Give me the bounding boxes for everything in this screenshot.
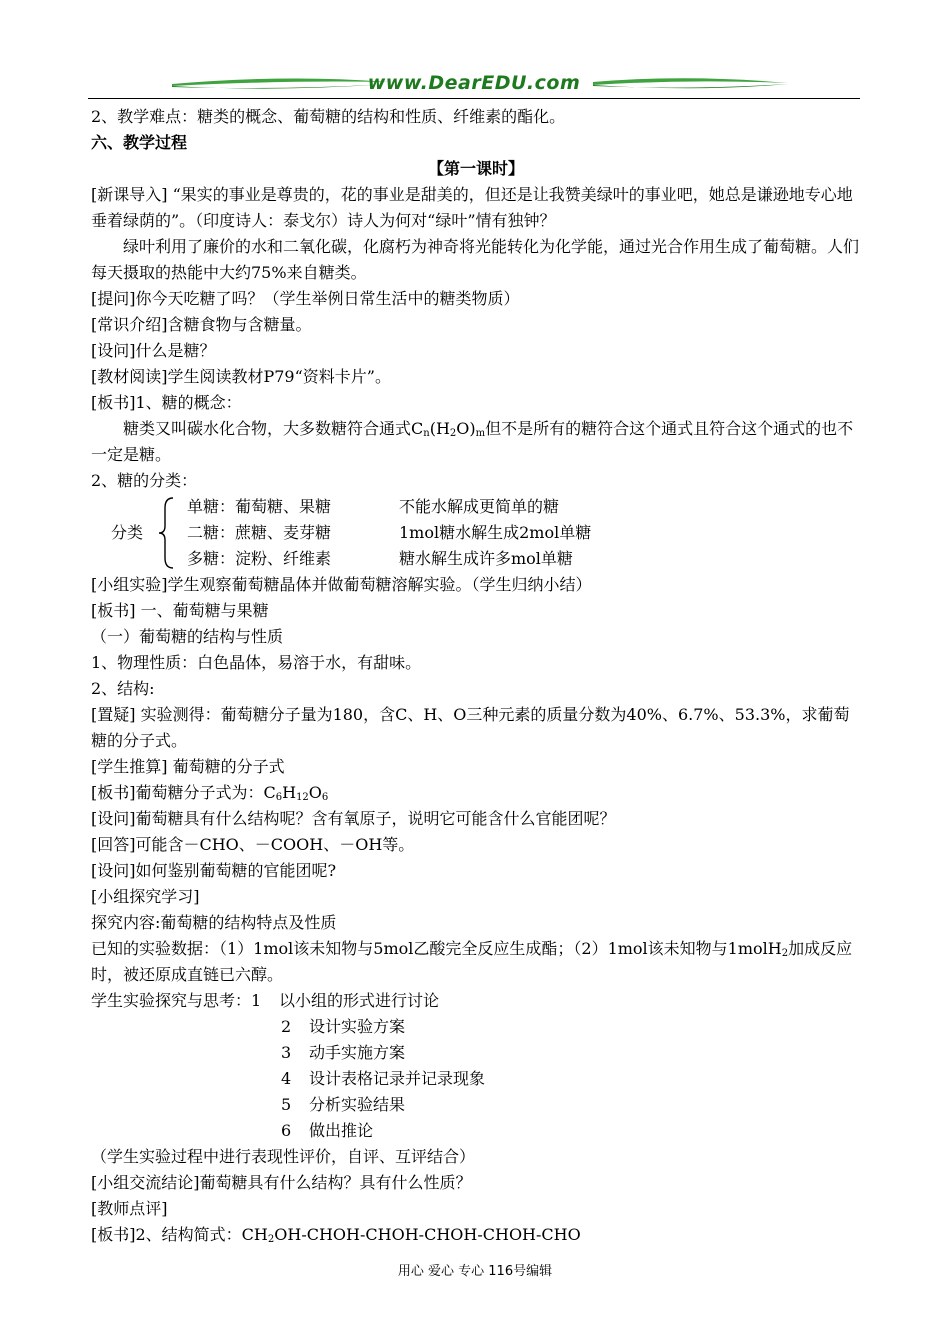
conclusion-line: [小组交流结论]葡萄糖具有什么结构？具有什么性质？ bbox=[91, 1173, 472, 1192]
teaching-difficulty: 2、教学难点：糖类的概念、葡萄糖的结构和性质、纤维素的酯化。 bbox=[91, 107, 566, 126]
list-item: 2 设计实验方案 bbox=[281, 1017, 406, 1036]
classification-title: 2、糖的分类： bbox=[91, 471, 198, 490]
group-study-line: [小组探究学习] bbox=[91, 887, 200, 906]
brace-icon bbox=[157, 496, 177, 570]
section-title: 六、教学过程 bbox=[91, 133, 188, 152]
evaluation-line: （学生实验过程中进行表现性评价，自评、互评结合） bbox=[91, 1147, 476, 1166]
answer-line: [回答]可能含－CHO、－COOH、－OH等。 bbox=[91, 835, 415, 854]
structural-formula-line: [板书]2、结构简式：$CH_2OH-CHOH-CHOH-CHOH-CHOH$-CHO bbox=[91, 1225, 581, 1245]
page-header bbox=[88, 70, 860, 100]
di-row: 二糖：蔗糖、麦芽糖 1mol糖水解生成2mol单糖 bbox=[187, 523, 592, 542]
physical-property-line: 1、物理性质：白色晶体，易溶于水，有甜味。 bbox=[91, 653, 422, 672]
group-experiment-line: [小组实验]学生观察葡萄糖晶体并做葡萄糖溶解实验。（学生归纳小结） bbox=[91, 575, 592, 594]
leaf-paragraph: 绿叶利用了廉价的水和二氧化碳，化腐朽为神奇将光能转化为化学能，通过光合作用生成了葡萄糖。人们每天摄取的热能中大约75%来自糖类。 bbox=[91, 237, 860, 282]
steps-list bbox=[91, 988, 861, 1144]
page-footer: 用心 爱心 专心 116号编辑 bbox=[397, 1264, 553, 1279]
poly-row: 多糖：淀粉、纤维素 糖水解生成许多mol单糖 bbox=[187, 549, 573, 568]
concept-paragraph: 糖类又叫碳水化合物，大多数糖符合通式$C_n(H_2O)_m$但不是所有的糖符合这个通式且符合这个通式的也不一定是糖。 bbox=[91, 419, 854, 464]
list-item: 4 设计表格记录并记录现象 bbox=[281, 1069, 486, 1088]
student-calc-line: [学生推算] 葡萄糖的分子式 bbox=[91, 757, 285, 776]
classification-block bbox=[91, 494, 861, 572]
question-line: [设问]如何鉴别葡萄糖的官能团呢? bbox=[91, 861, 337, 880]
common-knowledge-line: [常识介绍]含糖食物与含糖量。 bbox=[91, 315, 312, 334]
classification-label: 分类 bbox=[111, 523, 144, 542]
content-line: 探究内容:葡萄糖的结构特点及性质 bbox=[91, 913, 337, 932]
intro-paragraph: [新课导入] “果实的事业是尊贵的，花的事业是甜美的，但还是让我赞美绿叶的事业吧，她总是谦逊地专心地垂着绿荫的”。（印度诗人：泰戈尔）诗人为何对“绿叶”情有独钟？ bbox=[91, 185, 853, 230]
list-item: 6 做出推论 bbox=[281, 1121, 374, 1140]
list-item: 学生实验探究与思考：1 以小组的形式进行讨论 bbox=[91, 991, 440, 1010]
reading-line: [教材阅读]学生阅读教材P79“资料卡片”。 bbox=[91, 367, 391, 386]
known-data-paragraph: 已知的实验数据：（1）1mol该未知物与5mol乙酸完全反应生成酯；（2）1mol该未知物与1molH$_2$加成反应时，被还原成直链已六醇。 bbox=[91, 939, 853, 984]
list-item: 5 分析实验结果 bbox=[281, 1095, 406, 1114]
header-rule bbox=[88, 98, 860, 99]
board-line: [板书] 一、葡萄糖与果糖 bbox=[91, 601, 269, 620]
structure-line: 2、结构: bbox=[91, 679, 155, 698]
board-line: [板书]1、糖的概念： bbox=[91, 393, 242, 412]
question-line: [设问]什么是糖？ bbox=[91, 341, 216, 360]
subsection-line: （一）葡萄糖的结构与性质 bbox=[91, 627, 284, 646]
site-logo-text: www.DearEDU.com bbox=[367, 72, 581, 94]
document-body bbox=[91, 104, 861, 1248]
lesson-title: 【第一课时】 bbox=[427, 159, 524, 178]
formula-line: [板书]葡萄糖分子式为：$C_6H_{12}O_6$ bbox=[91, 783, 329, 803]
mono-row: 单糖：葡萄糖、果糖 不能水解成更简单的糖 bbox=[187, 497, 560, 516]
doubt-paragraph: [置疑] 实验测得：葡萄糖分子量为180，含C、H、O三种元素的质量分数为40%、6.7%、53.3%，求葡萄糖的分子式。 bbox=[91, 705, 850, 750]
list-item: 3 动手实施方案 bbox=[281, 1043, 406, 1062]
question-line: [设问]葡萄糖具有什么结构呢？含有氧原子，说明它可能含什么官能团呢？ bbox=[91, 809, 616, 828]
teacher-comment-line: [教师点评] bbox=[91, 1199, 168, 1218]
question-line: [提问]你今天吃糖了吗？（学生举例日常生活中的糖类物质） bbox=[91, 289, 520, 308]
